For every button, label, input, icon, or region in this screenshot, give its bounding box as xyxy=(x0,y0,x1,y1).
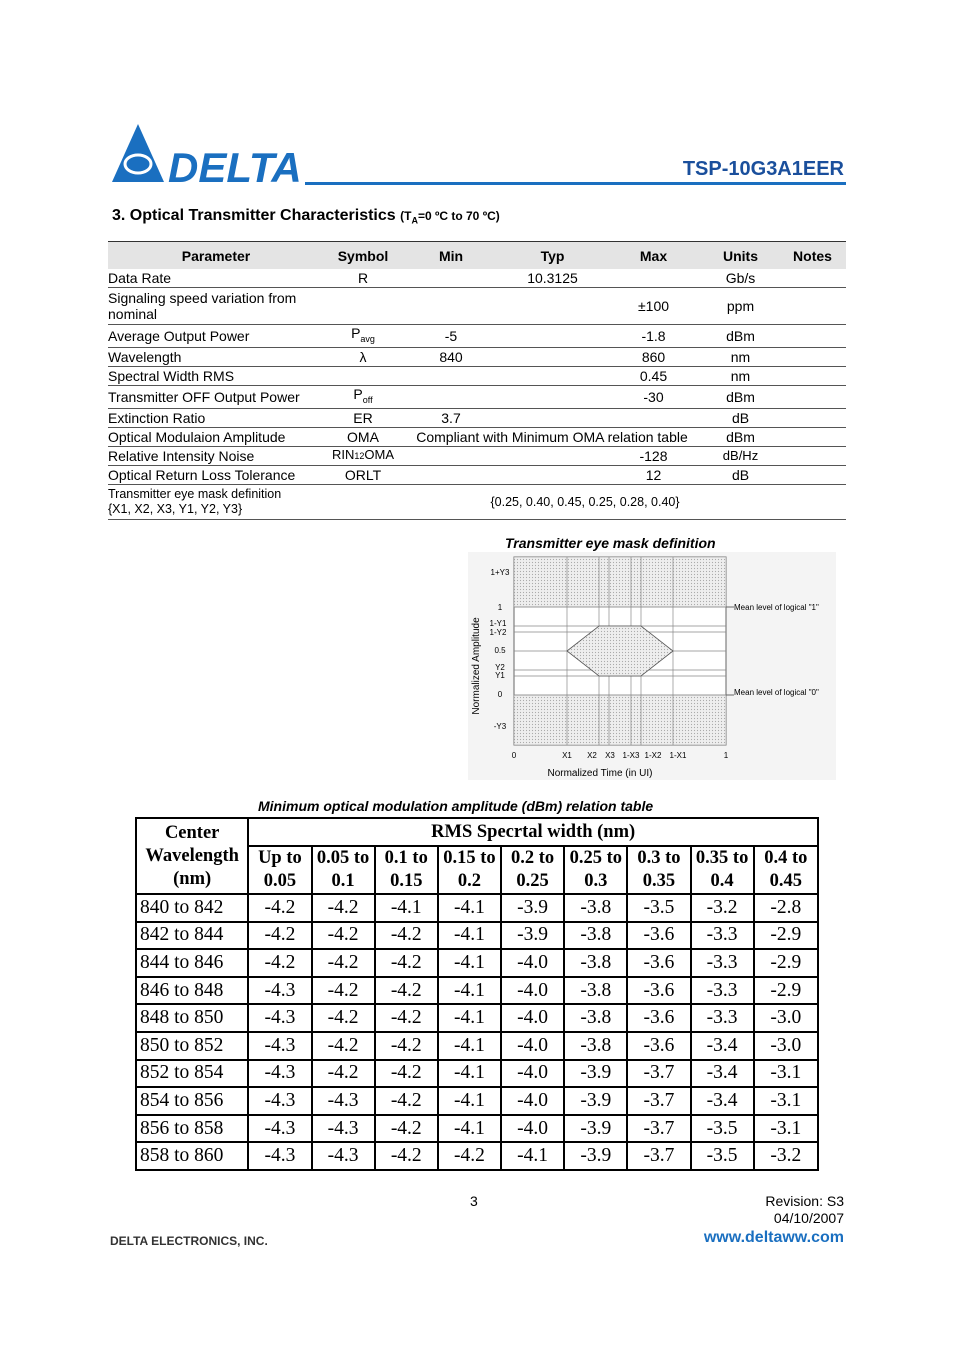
x-tick: 1-X3 xyxy=(622,751,640,760)
oma-relation-table xyxy=(135,817,819,1171)
col-header: 0.25 to 0.3 xyxy=(564,846,627,894)
logic-one-note: Mean level of logical "1" xyxy=(734,603,819,612)
table-row: Transmitter OFF Output Power $P_{off}$ -30 dBm xyxy=(108,385,846,408)
col-header: 0.35 to 0.4 xyxy=(691,846,754,894)
wavelength-cell: 858 to 860 xyxy=(136,1142,248,1170)
oma-value-cell: -4.1 xyxy=(438,894,501,922)
y-tick: 1+Y3 xyxy=(490,568,510,577)
oma-value-cell: -4.1 xyxy=(438,977,501,1005)
oma-value-cell: -4.3 xyxy=(312,1142,375,1170)
oma-value-cell: -3.5 xyxy=(691,1115,754,1143)
eye-mask-diagram xyxy=(468,552,836,780)
x-tick: 0 xyxy=(511,751,517,760)
section-title: 3. Optical Transmitter Characteristics ($T_A=0$ ºC to 70 ºC) xyxy=(112,207,500,226)
oma-value-cell: -4.2 xyxy=(312,1032,375,1060)
oma-value-cell: -3.1 xyxy=(754,1060,818,1088)
col-header: Notes xyxy=(779,242,846,270)
oma-value-cell: -4.2 xyxy=(312,1004,375,1032)
oma-table-caption: Minimum optical modulation amplitude (dBm) relation table xyxy=(258,798,654,814)
y-tick: 0.5 xyxy=(494,646,506,655)
y-axis-label: Normalized Amplitude xyxy=(471,617,482,715)
oma-value-cell: -4.1 xyxy=(438,1032,501,1060)
rms-width-group-header: RMS Specrtal width (nm) xyxy=(248,818,818,846)
wavelength-cell: 842 to 844 xyxy=(136,922,248,950)
oma-value-cell: -4.2 xyxy=(312,922,375,950)
oma-value-cell: -3.0 xyxy=(754,1004,818,1032)
y-tick: Y1 xyxy=(495,671,505,680)
revision: Revision: S3 xyxy=(765,1193,844,1209)
oma-value-cell: -4.2 xyxy=(312,949,375,977)
col-header: 0.4 to 0.45 xyxy=(754,846,818,894)
oma-value-cell: -3.7 xyxy=(627,1087,690,1115)
oma-value-cell: -3.3 xyxy=(691,1004,754,1032)
oma-value-cell: -4.2 xyxy=(375,949,438,977)
col-header: 0.3 to 0.35 xyxy=(627,846,690,894)
oma-value-cell: -4.1 xyxy=(501,1142,564,1170)
table-row: Spectral Width RMS 0.45 nm xyxy=(108,366,846,385)
oma-value-cell: -4.3 xyxy=(248,1142,311,1170)
oma-value-cell: -4.1 xyxy=(438,922,501,950)
oma-value-cell: -4.2 xyxy=(312,977,375,1005)
oma-value-cell: -3.1 xyxy=(754,1115,818,1143)
oma-value-cell: -4.2 xyxy=(438,1142,501,1170)
oma-value-cell: -3.6 xyxy=(627,922,690,950)
oma-value-cell: -4.0 xyxy=(501,949,564,977)
wavelength-cell: 856 to 858 xyxy=(136,1115,248,1143)
oma-value-cell: -3.4 xyxy=(691,1032,754,1060)
oma-value-cell: -3.7 xyxy=(627,1060,690,1088)
oma-value-cell: -3.8 xyxy=(564,922,627,950)
oma-value-cell: -3.8 xyxy=(564,977,627,1005)
oma-value-cell: -4.2 xyxy=(248,949,311,977)
brand-text: DELTA xyxy=(168,144,302,190)
y-tick: Y2 xyxy=(495,663,505,672)
company-name: DELTA ELECTRONICS, INC. xyxy=(110,1234,268,1248)
oma-value-cell: -4.2 xyxy=(375,1032,438,1060)
oma-value-cell: -4.3 xyxy=(312,1115,375,1143)
oma-value-cell: -3.7 xyxy=(627,1142,690,1170)
col-header: 0.2 to 0.25 xyxy=(501,846,564,894)
oma-value-cell: -4.2 xyxy=(312,1060,375,1088)
oma-value-cell: -3.0 xyxy=(754,1032,818,1060)
oma-value-cell: -4.3 xyxy=(248,1032,311,1060)
oma-value-cell: -4.1 xyxy=(375,894,438,922)
col-header: Max xyxy=(605,242,702,270)
wavelength-cell: 844 to 846 xyxy=(136,949,248,977)
oma-value-cell: -4.0 xyxy=(501,1087,564,1115)
page-number: 3 xyxy=(470,1193,478,1209)
table-row xyxy=(136,1004,818,1032)
col-header: Units xyxy=(702,242,779,270)
oma-value-cell: -4.0 xyxy=(501,1060,564,1088)
oma-value-cell: -3.3 xyxy=(691,922,754,950)
logic-zero-note: Mean level of logical "0" xyxy=(734,688,819,697)
oma-value-cell: -4.3 xyxy=(312,1087,375,1115)
oma-value-cell: -4.3 xyxy=(248,977,311,1005)
table-row: Data Rate R 10.3125 Gb/s xyxy=(108,269,846,288)
oma-value-cell: -4.2 xyxy=(375,977,438,1005)
oma-value-cell: -4.3 xyxy=(248,1115,311,1143)
oma-value-cell: -3.8 xyxy=(564,1004,627,1032)
x-tick: X2 xyxy=(587,751,597,760)
oma-value-cell: -3.4 xyxy=(691,1087,754,1115)
website-link[interactable]: www.deltaww.com xyxy=(703,1229,844,1246)
oma-value-cell: -4.1 xyxy=(438,1087,501,1115)
y-tick: 1-Y2 xyxy=(489,628,507,637)
table-row xyxy=(136,1060,818,1088)
x-axis-label: Normalized Time (in UI) xyxy=(547,768,653,779)
wavelength-cell: 846 to 848 xyxy=(136,977,248,1005)
table-row xyxy=(136,1115,818,1143)
oma-value-cell: -4.0 xyxy=(501,1004,564,1032)
oma-value-cell: -4.0 xyxy=(501,977,564,1005)
oma-value-cell: -2.9 xyxy=(754,922,818,950)
table-row: Relative Intensity Noise RIN12OMA -128 dB/Hz xyxy=(108,446,846,465)
oma-value-cell: -2.8 xyxy=(754,894,818,922)
x-tick: X3 xyxy=(605,751,615,760)
table-header-row xyxy=(108,242,846,270)
oma-value-cell: -2.9 xyxy=(754,977,818,1005)
oma-value-cell: -3.9 xyxy=(564,1142,627,1170)
col-header: 0.05 to 0.1 xyxy=(312,846,375,894)
oma-value-cell: -4.0 xyxy=(501,1115,564,1143)
table-row xyxy=(136,977,818,1005)
col-header: Symbol xyxy=(324,242,402,270)
oma-value-cell: -3.9 xyxy=(501,922,564,950)
oma-value-cell: -3.8 xyxy=(564,949,627,977)
oma-value-cell: -4.2 xyxy=(375,1087,438,1115)
x-tick: 1-X2 xyxy=(644,751,662,760)
oma-value-cell: -3.9 xyxy=(564,1115,627,1143)
oma-value-cell: -4.2 xyxy=(375,1115,438,1143)
oma-value-cell: -3.5 xyxy=(627,894,690,922)
oma-value-cell: -4.0 xyxy=(501,1032,564,1060)
table-row xyxy=(136,922,818,950)
oma-value-cell: -3.5 xyxy=(691,1142,754,1170)
wavelength-cell: 840 to 842 xyxy=(136,894,248,922)
transmitter-characteristics-table xyxy=(108,241,846,520)
product-title: TSP-10G3A1EER xyxy=(682,158,844,180)
oma-value-cell: -4.2 xyxy=(375,1004,438,1032)
revision-date: 04/10/2007 xyxy=(773,1210,844,1226)
table-row xyxy=(136,1087,818,1115)
table-row: Optical Modulaion Amplitude OMA Compliant with Minimum OMA relation table dBm xyxy=(108,427,846,446)
x-tick: 1-X1 xyxy=(669,751,687,760)
oma-value-cell: -4.1 xyxy=(438,949,501,977)
x-tick: X1 xyxy=(562,751,572,760)
col-header: Min xyxy=(402,242,500,270)
oma-value-cell: -4.1 xyxy=(438,1060,501,1088)
table-row: Average Output Power $P_{avg}$ -5 -1.8 dBm xyxy=(108,325,846,348)
col-header: Typ xyxy=(500,242,605,270)
oma-value-cell: -4.2 xyxy=(248,894,311,922)
oma-value-cell: -3.8 xyxy=(564,894,627,922)
col-header: 0.15 to 0.2 xyxy=(438,846,501,894)
table-row xyxy=(136,894,818,922)
table-row xyxy=(136,1142,818,1170)
oma-value-cell: -4.2 xyxy=(375,1060,438,1088)
oma-value-cell: -4.1 xyxy=(438,1115,501,1143)
table-row: Optical Return Loss Tolerance ORLT 12 dB xyxy=(108,465,846,484)
oma-value-cell: -3.3 xyxy=(691,949,754,977)
oma-value-cell: -3.8 xyxy=(564,1032,627,1060)
table-row: Extinction Ratio ER 3.7 dB xyxy=(108,408,846,427)
oma-value-cell: -3.6 xyxy=(627,949,690,977)
oma-value-cell: -3.9 xyxy=(501,894,564,922)
oma-value-cell: -3.9 xyxy=(564,1087,627,1115)
oma-value-cell: -4.2 xyxy=(312,894,375,922)
oma-value-cell: -4.3 xyxy=(248,1087,311,1115)
col-header: 0.1 to 0.15 xyxy=(375,846,438,894)
y-tick: -Y3 xyxy=(493,722,507,731)
oma-value-cell: -3.1 xyxy=(754,1087,818,1115)
oma-value-cell: -4.3 xyxy=(248,1060,311,1088)
oma-value-cell: -4.2 xyxy=(375,1142,438,1170)
oma-value-cell: -2.9 xyxy=(754,949,818,977)
oma-value-cell: -3.2 xyxy=(691,894,754,922)
x-tick: 1 xyxy=(723,751,729,760)
oma-value-cell: -4.3 xyxy=(248,1004,311,1032)
delta-logo xyxy=(108,120,308,190)
oma-value-cell: -4.1 xyxy=(438,1004,501,1032)
table-row xyxy=(136,1032,818,1060)
table-row: Signaling speed variation from nominal ±100 ppm xyxy=(108,288,846,325)
wavelength-cell: 852 to 854 xyxy=(136,1060,248,1088)
oma-value-cell: -3.3 xyxy=(691,977,754,1005)
oma-value-cell: -4.2 xyxy=(248,922,311,950)
oma-value-cell: -3.6 xyxy=(627,1032,690,1060)
y-tick: 1-Y1 xyxy=(489,619,507,628)
y-tick: 1 xyxy=(497,603,503,612)
center-wavelength-header: Center Wavelength (nm) xyxy=(136,818,248,894)
oma-value-cell: -3.4 xyxy=(691,1060,754,1088)
table-row xyxy=(136,949,818,977)
wavelength-cell: 848 to 850 xyxy=(136,1004,248,1032)
oma-value-cell: -4.2 xyxy=(375,922,438,950)
table-row: Wavelength λ 840 860 nm xyxy=(108,347,846,366)
header-rule xyxy=(305,182,846,185)
oma-value-cell: -3.6 xyxy=(627,977,690,1005)
col-header: Parameter xyxy=(108,242,324,270)
col-header: Up to 0.05 xyxy=(248,846,311,894)
oma-value-cell: -3.7 xyxy=(627,1115,690,1143)
table-row: Transmitter eye mask definition {X1, X2, X3, Y1, Y2, Y3} {0.25, 0.40, 0.45, 0.25, 0.28, 0.40} xyxy=(108,484,846,519)
wavelength-cell: 854 to 856 xyxy=(136,1087,248,1115)
oma-value-cell: -3.6 xyxy=(627,1004,690,1032)
wavelength-cell: 850 to 852 xyxy=(136,1032,248,1060)
oma-value-cell: -3.2 xyxy=(754,1142,818,1170)
oma-value-cell: -3.9 xyxy=(564,1060,627,1088)
eye-mask-caption: Transmitter eye mask definition xyxy=(505,535,716,551)
y-tick: 0 xyxy=(497,690,503,699)
